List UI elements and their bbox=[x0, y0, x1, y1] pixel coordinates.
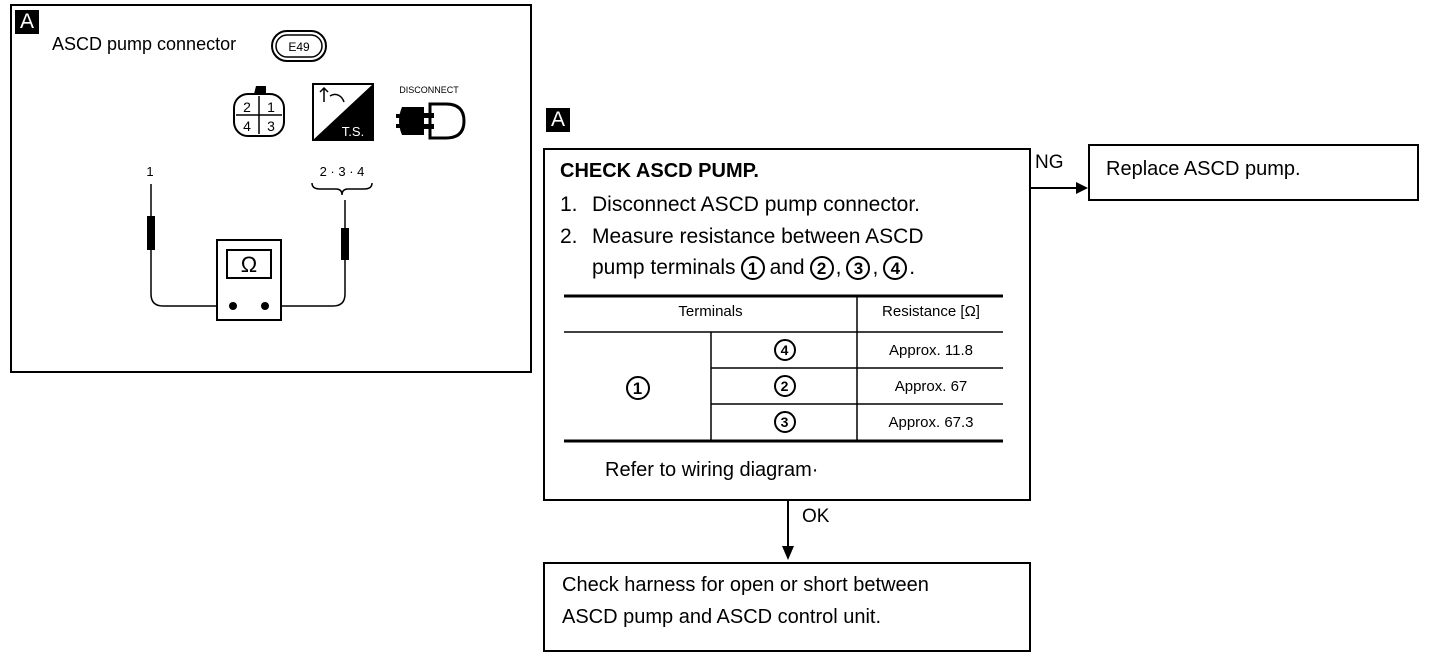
disconnect-label: DISCONNECT bbox=[399, 85, 459, 95]
terminal-2-mark: 2 bbox=[810, 256, 834, 280]
step2-text: Measure resistance between ASCD bbox=[592, 225, 924, 248]
left-terminal-cell bbox=[564, 376, 711, 400]
row3-terminal: 3 bbox=[774, 411, 796, 433]
panel-title: ASCD pump connector bbox=[52, 34, 237, 54]
header-resistance: Resistance [Ω] bbox=[882, 303, 980, 320]
replace-pump-text: Replace ASCD pump. bbox=[1106, 158, 1301, 180]
step2-line2 bbox=[592, 256, 915, 280]
terminal-4-mark: 4 bbox=[883, 256, 907, 280]
ohmmeter bbox=[217, 240, 281, 320]
row1-value: Approx. 11.8 bbox=[889, 342, 973, 359]
row2-terminal: 2 bbox=[774, 375, 796, 397]
section-tag-right: A bbox=[546, 108, 570, 132]
step1-text: Disconnect ASCD pump connector. bbox=[592, 193, 921, 216]
ng-arrow bbox=[1030, 180, 1090, 196]
terminal-side-icon bbox=[313, 84, 373, 140]
check-title: CHECK ASCD PUMP. bbox=[560, 160, 759, 182]
terminal-1-cell-mark: 1 bbox=[626, 376, 650, 400]
comma-2: , bbox=[872, 256, 879, 279]
pin-1: 1 bbox=[267, 99, 275, 115]
ok-label: OK bbox=[802, 506, 830, 527]
terminal-3-mark: 3 bbox=[846, 256, 870, 280]
connector-code: E49 bbox=[288, 40, 310, 54]
connector-code-badge bbox=[272, 31, 326, 61]
step1-number: 1. bbox=[560, 193, 578, 216]
and-text: and bbox=[769, 256, 805, 279]
comma-1: , bbox=[835, 256, 842, 279]
pin-2: 2 bbox=[243, 99, 251, 115]
step2-number: 2. bbox=[560, 225, 578, 248]
pin-4: 4 bbox=[243, 118, 251, 134]
check-harness-line2: ASCD pump and ASCD control unit. bbox=[562, 606, 882, 628]
check-harness-line1: Check harness for open or short between bbox=[562, 574, 929, 596]
pin-3: 3 bbox=[267, 118, 275, 134]
ng-label: NG bbox=[1035, 152, 1064, 173]
table-row bbox=[712, 375, 857, 397]
probe-right-brace bbox=[312, 183, 372, 195]
connector-diagram bbox=[10, 4, 532, 373]
table-row bbox=[712, 339, 857, 361]
terminal-1-mark: 1 bbox=[741, 256, 765, 280]
period: . bbox=[909, 256, 916, 279]
row1-terminal: 4 bbox=[774, 339, 796, 361]
ts-label: T.S. bbox=[341, 124, 365, 139]
connector-face-icon bbox=[234, 86, 284, 136]
ok-arrow bbox=[780, 500, 796, 562]
probe-left-label: 1 bbox=[146, 164, 154, 179]
ohm-symbol: Ω bbox=[240, 252, 258, 277]
step2-line2-text: pump terminals bbox=[592, 256, 736, 279]
probe-right-label: 2 · 3 · 4 bbox=[319, 164, 365, 179]
row3-value: Approx. 67.3 bbox=[888, 414, 974, 431]
wiring-note: Refer to wiring diagram· bbox=[605, 459, 819, 481]
row2-value: Approx. 67 bbox=[894, 378, 968, 395]
disconnect-icon bbox=[396, 85, 464, 138]
section-tag-left: A bbox=[15, 10, 39, 34]
table-row bbox=[712, 411, 857, 433]
header-terminals: Terminals bbox=[678, 303, 743, 320]
